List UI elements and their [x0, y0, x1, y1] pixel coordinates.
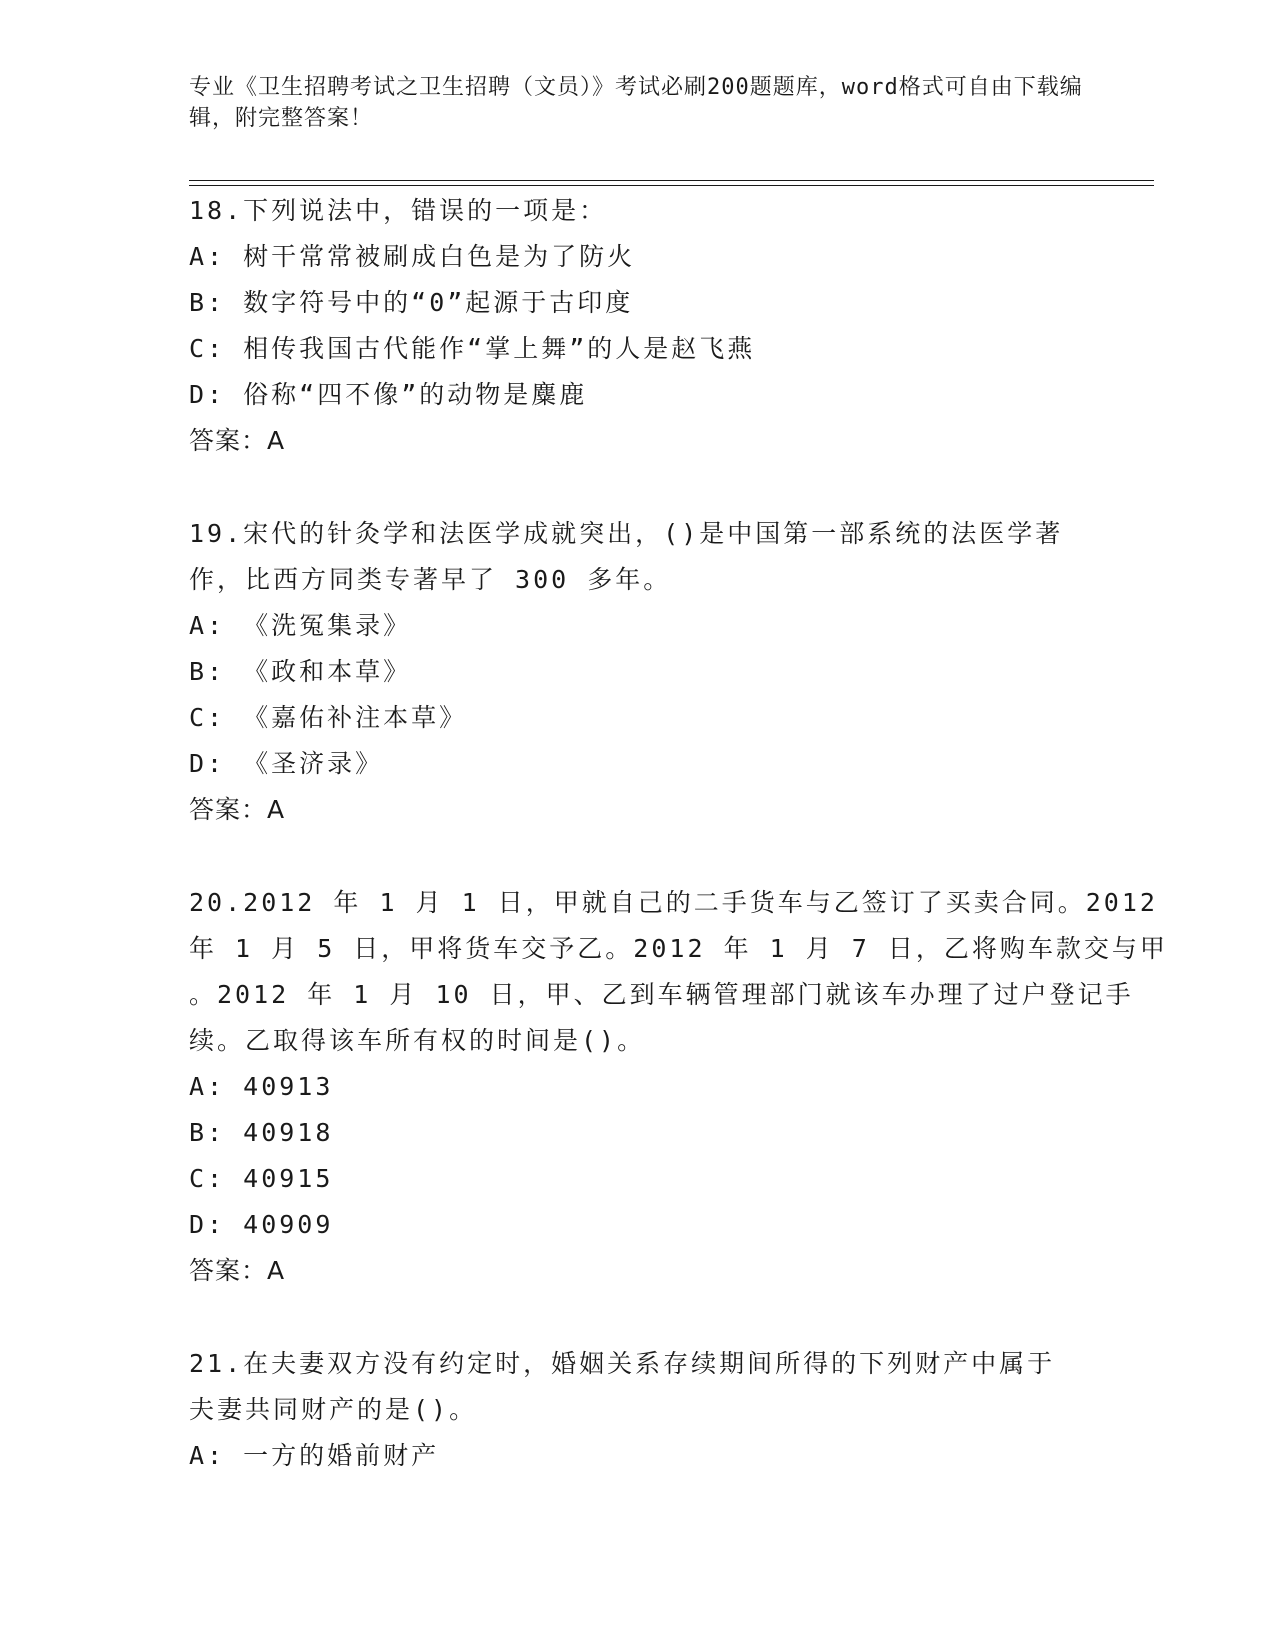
option-a: A: 40913 — [189, 1072, 334, 1101]
document-header: 专业《卫生招聘考试之卫生招聘（文员）》考试必刷200题题库，word格式可自由下载编辑，附完整答案！ — [189, 75, 1083, 131]
answer-label: 答案：A — [189, 426, 286, 455]
option-d: D: 40909 — [189, 1210, 334, 1239]
header-divider-top — [189, 180, 1154, 181]
option-d: D: 俗称“四不像”的动物是麋鹿 — [189, 380, 588, 409]
option-d: D: 《圣济录》 — [189, 749, 384, 778]
option-b: B: 《政和本草》 — [189, 657, 412, 686]
question-21 — [189, 1341, 1089, 1479]
option-b: B: 数字符号中的“0”起源于古印度 — [189, 288, 634, 317]
option-a: A: 树干常常被刷成白色是为了防火 — [189, 242, 636, 271]
option-c: C: 《嘉佑补注本草》 — [189, 703, 468, 732]
question-text: 20.2012 年 1 月 1 日，甲就自己的二手货车与乙签订了买卖合同。2012 — [189, 888, 1158, 917]
question-text: 夫妻共同财产的是()。 — [189, 1395, 478, 1424]
question-20 — [189, 880, 1168, 1294]
question-18 — [189, 188, 1089, 464]
question-text: 年 1 月 5 日，甲将货车交予乙。2012 年 1 月 7 日，乙将购车款交与甲 — [189, 934, 1168, 963]
question-19 — [189, 511, 1089, 833]
option-a: A: 《洗冤集录》 — [189, 611, 412, 640]
question-text: 。2012 年 1 月 10 日，甲、乙到车辆管理部门就该车办理了过户登记手 — [189, 980, 1134, 1009]
option-b: B: 40918 — [189, 1118, 334, 1147]
option-c: C: 40915 — [189, 1164, 334, 1193]
option-a: A: 一方的婚前财产 — [189, 1441, 440, 1470]
question-text: 18.下列说法中，错误的一项是： — [189, 196, 608, 225]
question-text: 续。乙取得该车所有权的时间是()。 — [189, 1026, 646, 1055]
question-list — [189, 188, 1168, 1526]
answer-label: 答案：A — [189, 1256, 286, 1285]
header-divider-bottom — [189, 185, 1154, 186]
answer-label: 答案：A — [189, 795, 286, 824]
question-text: 21.在夫妻双方没有约定时，婚姻关系存续期间所得的下列财产中属于 — [189, 1349, 1056, 1378]
option-c: C: 相传我国古代能作“掌上舞”的人是赵飞燕 — [189, 334, 756, 363]
question-text: 19.宋代的针灸学和法医学成就突出，()是中国第一部系统的法医学著 — [189, 519, 1064, 548]
question-text: 作，比西方同类专著早了 300 多年。 — [189, 565, 672, 594]
